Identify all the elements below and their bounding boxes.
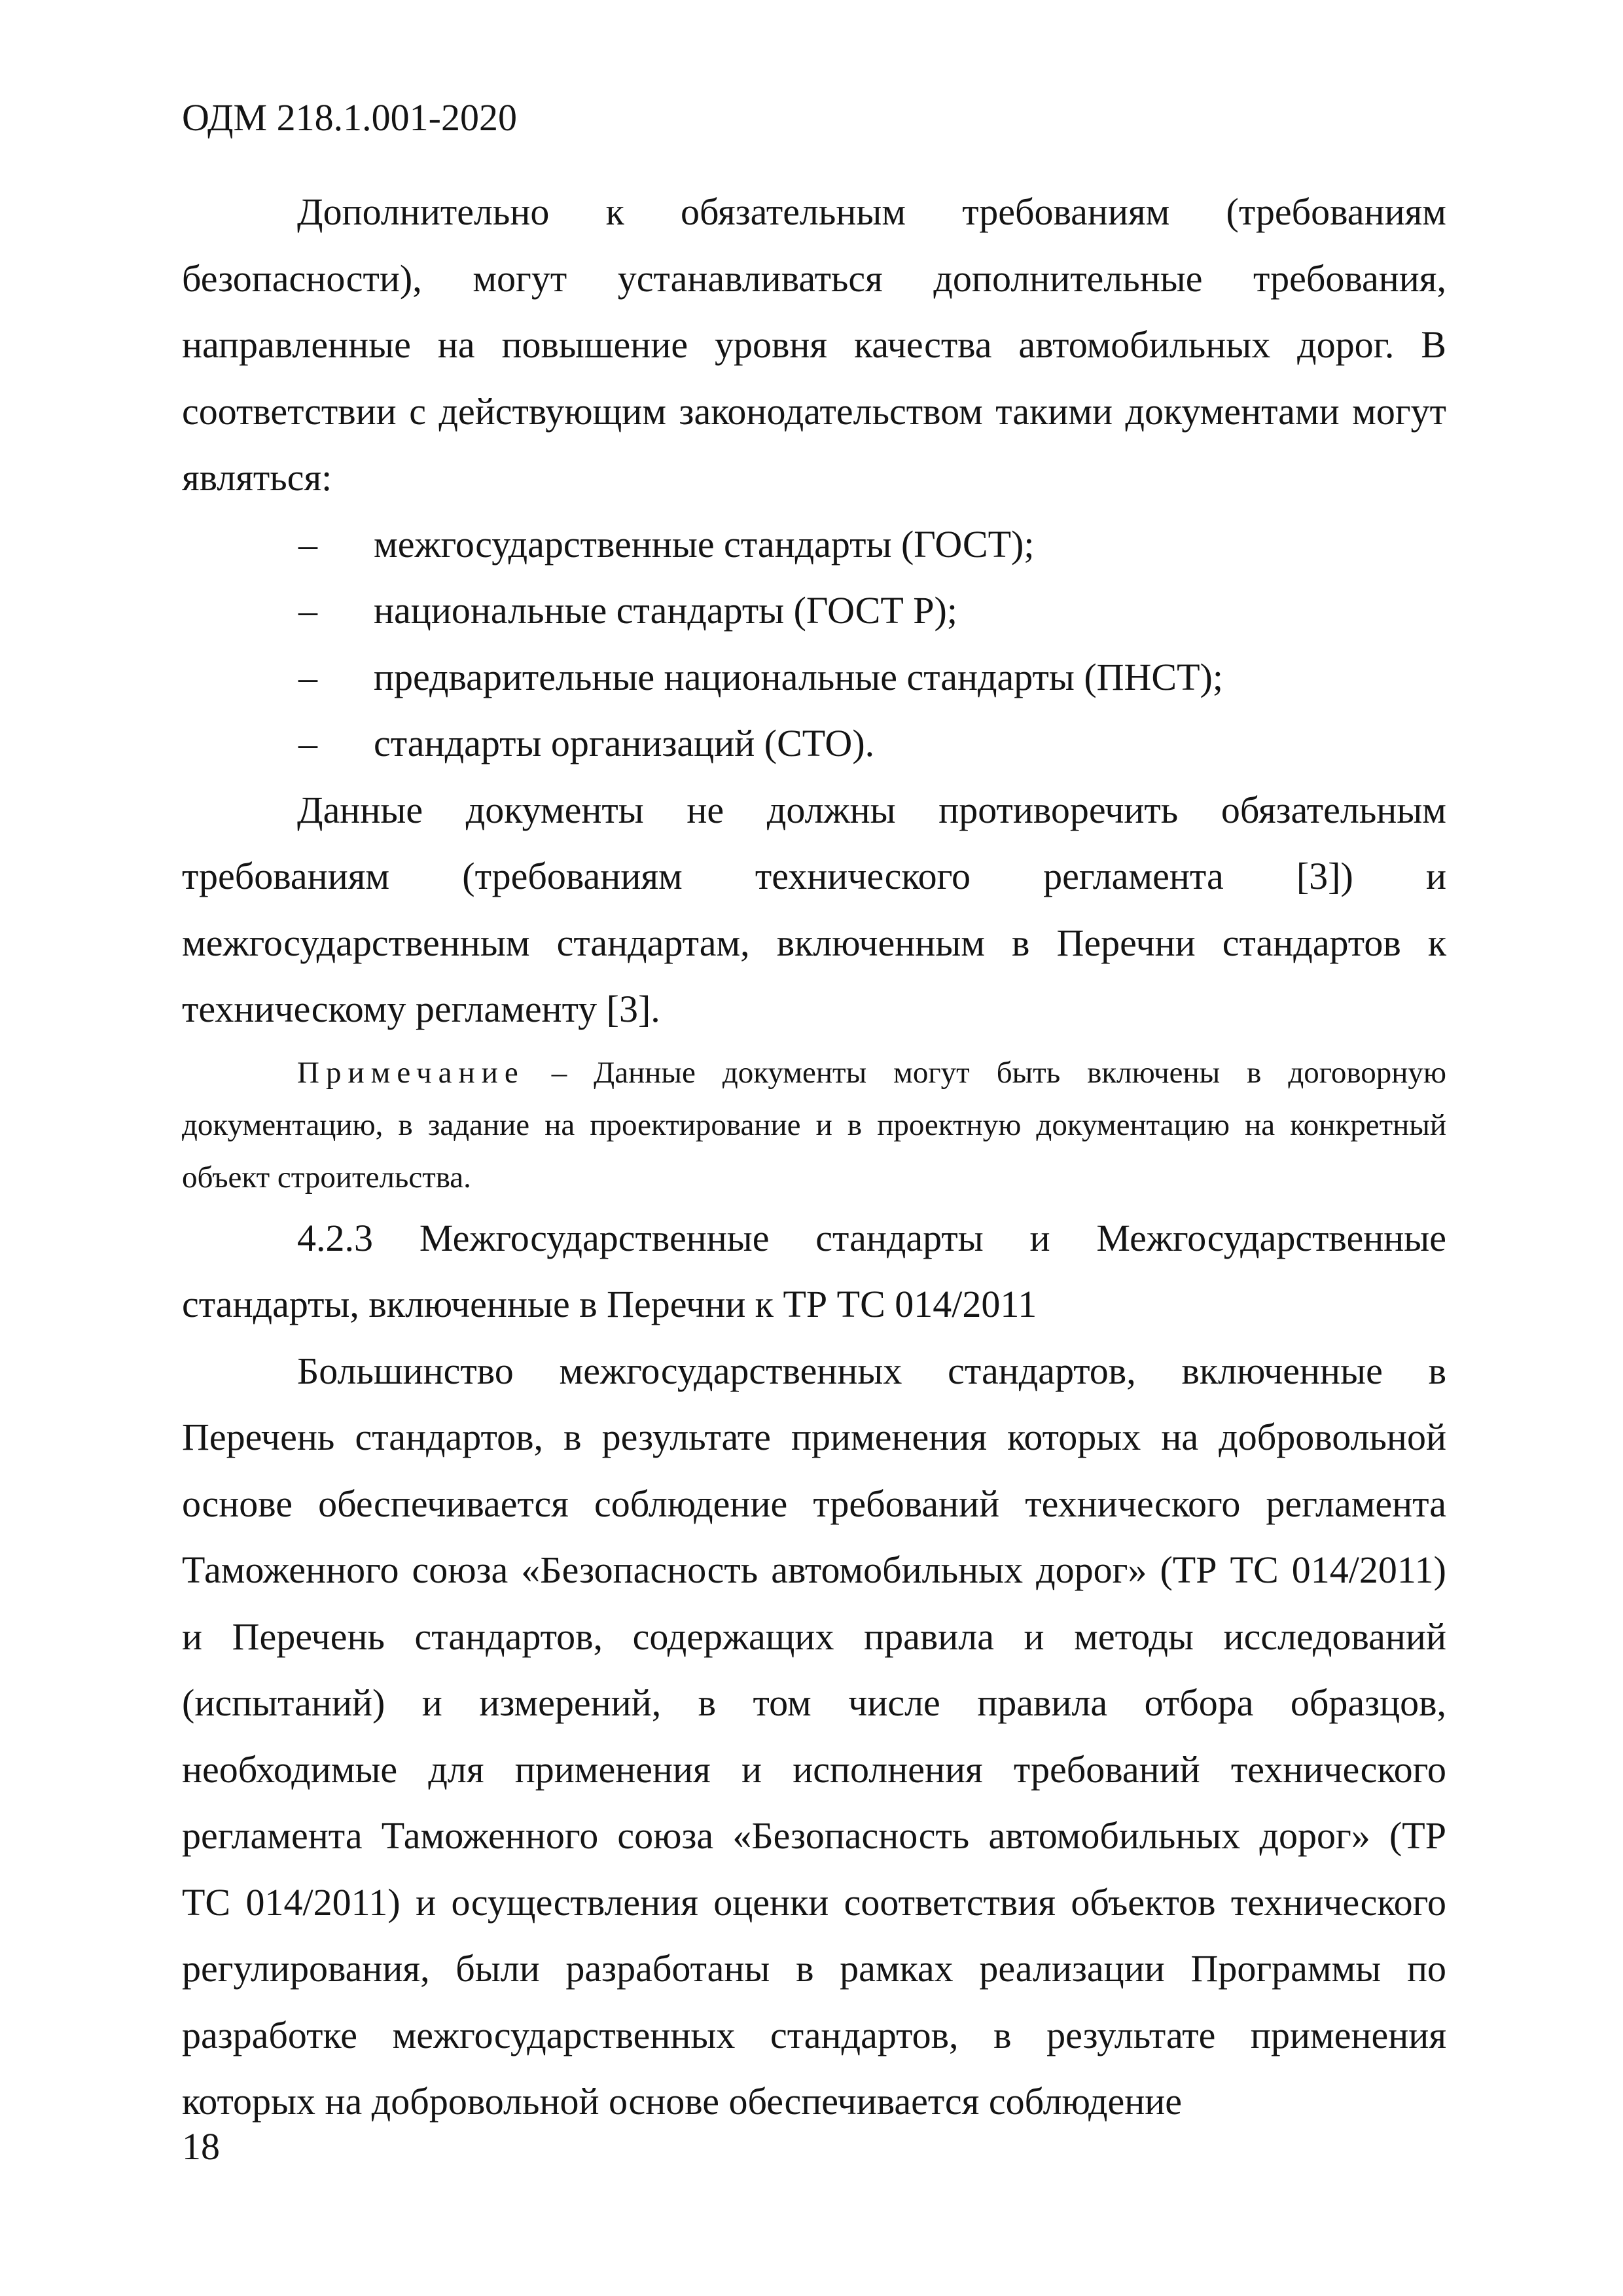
list-item-text: межгосударственные стандарты (ГОСТ);: [374, 522, 1035, 565]
document-body: [182, 179, 1446, 2135]
paragraph-majority: Большинство межгосударственных стандартов, включенные в Перечень стандартов, в результате применения которых на добровольной основе обеспечивается соблюдение требований технического регламента Таможенного союза «Безопасность автомобильных дорог» (ТР ТС 014/2011) и Перечень стандартов, содержащих правила и методы исследований (испытаний) и измерений, в том числе правила отбора образцов, необходимые для применения и исполнения требований технического регламента Таможенного союза «Безопасность автомобильных дорог» (ТР ТС 014/2011) и осуществления оценки соответствия объектов технического регулирования, были разработаны в рамках реализации Программы по разработке межгосударственных стандартов, в результате применения которых на добровольной основе обеспечивается соблюдение: [182, 1349, 1446, 2123]
list-item-text: предварительные национальные стандарты (ПНСТ);: [374, 655, 1223, 698]
requirements-list: [182, 511, 1446, 777]
list-dash-marker: –: [298, 522, 317, 565]
list-item: [182, 710, 1446, 777]
document-id-header: ОДМ 218.1.001-2020: [182, 96, 517, 139]
list-dash-marker: –: [298, 655, 317, 698]
list-item: [182, 577, 1446, 644]
list-item: [182, 511, 1446, 578]
list-item: [182, 644, 1446, 711]
paragraph-data-documents: Данные документы не должны противоречить обязательным требованиям (требованиям технического регламента [3]) и межгосударственным стандартам, включенным в Перечни стандартов к техническому регламенту [3].: [182, 788, 1446, 1030]
list-dash-marker: –: [298, 589, 317, 632]
page-number: 18: [182, 2125, 220, 2168]
note-label: Примечание: [297, 1055, 525, 1090]
list-dash-marker: –: [298, 722, 317, 764]
paragraph-intro: Дополнительно к обязательным требованиям (требованиям безопасности), могут устанавливаться дополнительные требования, направленные на повышение уровня качества автомобильных дорог. В соответствии с действующим законодательством такими документами могут являться:: [182, 190, 1446, 499]
note-text: – Данные документы могут быть включены в договорную документацию, в задание на проектирование и в проектную документацию на конкретный объект строительства.: [182, 1055, 1446, 1194]
list-item-text: национальные стандарты (ГОСТ Р);: [374, 589, 957, 632]
note-paragraph: [182, 1047, 1446, 1204]
list-item-text: стандарты организаций (СТО).: [374, 722, 875, 764]
section-heading-4-2-3: 4.2.3 Межгосударственные стандарты и Межгосударственные стандарты, включенные в Перечни к ТР ТС 014/2011: [182, 1216, 1446, 1325]
